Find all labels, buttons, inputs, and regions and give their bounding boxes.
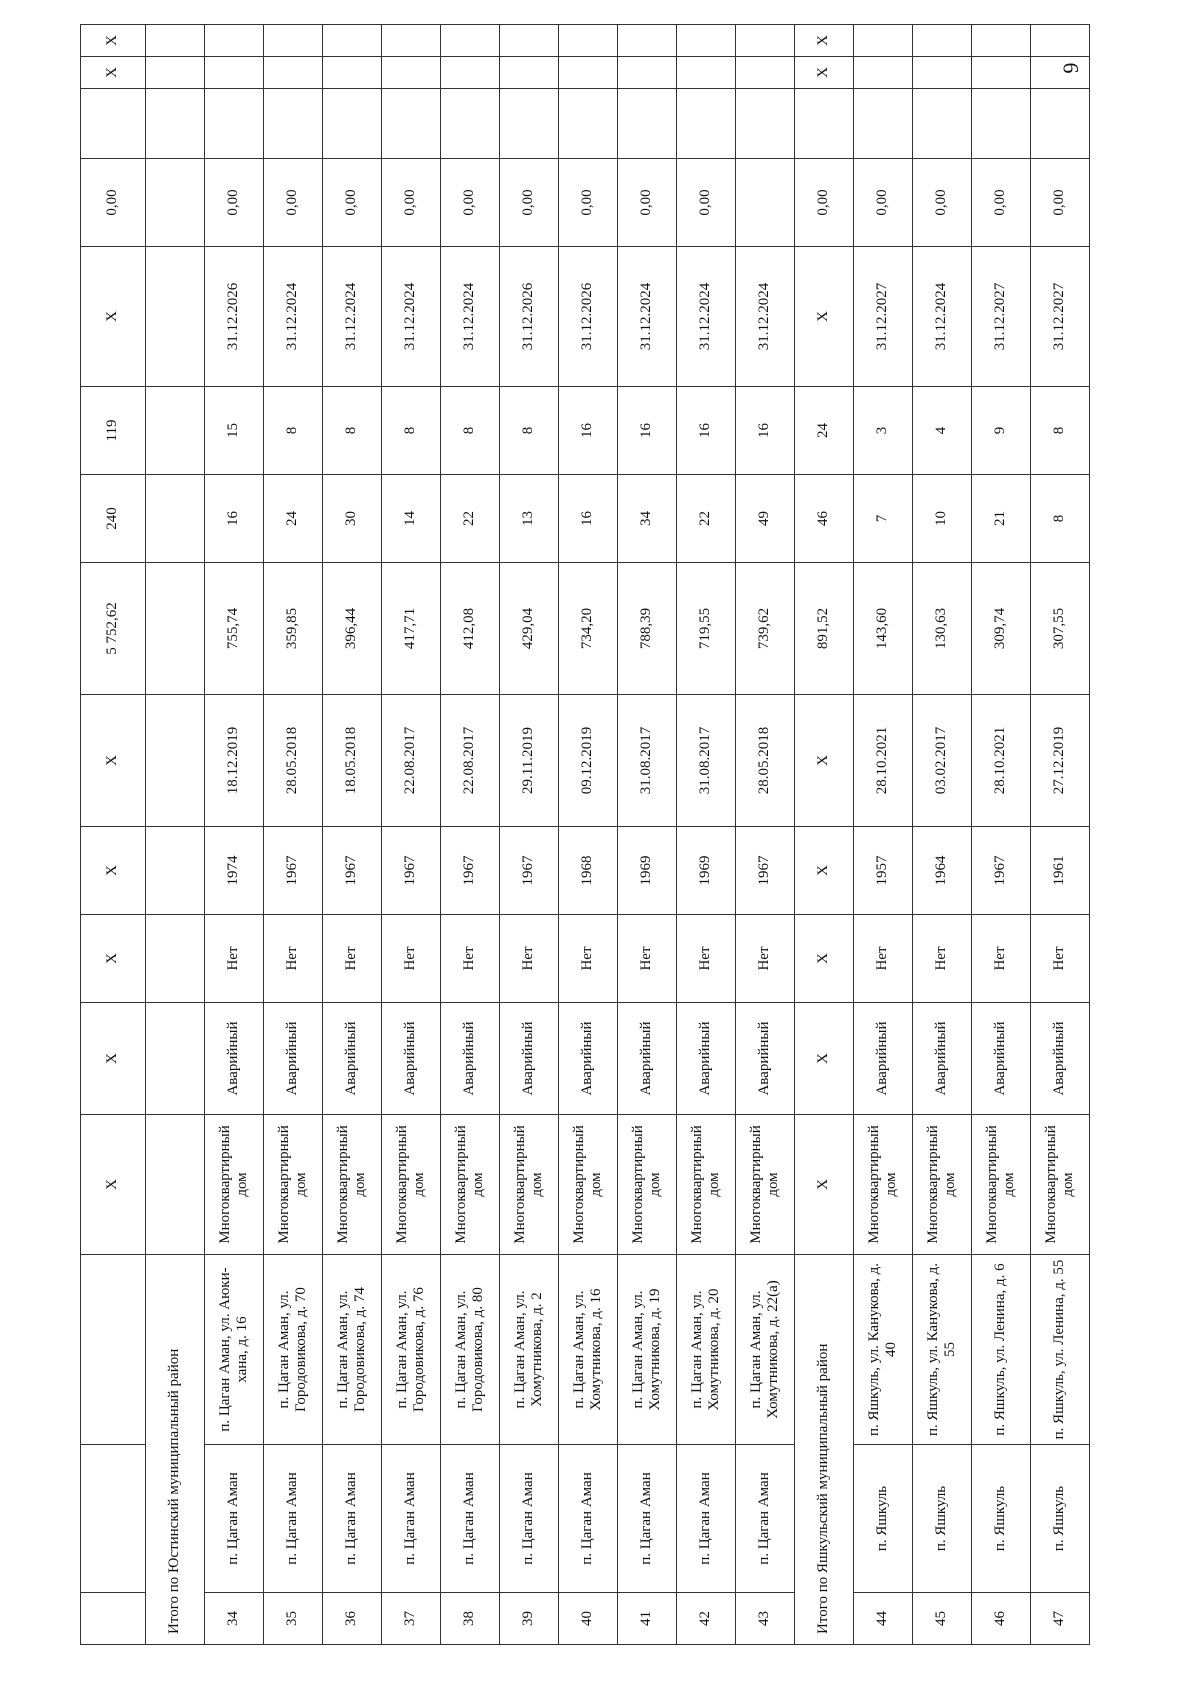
type-cell: Многоквартирный дом [676, 1115, 735, 1255]
count-cell: 8 [322, 387, 381, 475]
status-cell: Аварийный [499, 1003, 558, 1115]
type-cell: Многоквартирный дом [440, 1115, 499, 1255]
flag-cell: Нет [204, 915, 263, 1003]
row-number: 45 [912, 1593, 971, 1645]
settlement-cell: п. Цаган Аман [440, 1445, 499, 1593]
year-cell: 1967 [440, 827, 499, 915]
area-cell: 429,04 [499, 563, 558, 695]
count-cell: 24 [263, 475, 322, 563]
area-cell: 412,08 [440, 563, 499, 695]
emergency-housing-table [80, 24, 1090, 1645]
header-cell: X [81, 25, 146, 57]
count-cell: 21 [971, 475, 1030, 563]
summary-cell: X [794, 57, 853, 89]
settlement-cell: п. Цаган Аман [499, 1445, 558, 1593]
year-cell: 1967 [263, 827, 322, 915]
area-cell: 143,60 [853, 563, 912, 695]
row-number: 36 [322, 1593, 381, 1645]
year-cell: 1957 [853, 827, 912, 915]
address-cell: п. Яшкуль, ул. Ленина, д. 6 [971, 1255, 1030, 1445]
date-cell: 22.08.2017 [440, 695, 499, 827]
type-cell: Многоквартирный дом [381, 1115, 440, 1255]
status-cell: Аварийный [1030, 1003, 1089, 1115]
cost-cell: 0,00 [971, 159, 1030, 247]
date-cell: 03.02.2017 [912, 695, 971, 827]
count-cell: 16 [558, 475, 617, 563]
empty-cell [617, 25, 676, 57]
count-cell: 16 [735, 387, 794, 475]
header-cell: 240 [81, 475, 146, 563]
empty-cell [322, 57, 381, 89]
header-cell [81, 1593, 146, 1645]
date-cell: 28.10.2021 [853, 695, 912, 827]
empty-cell [912, 57, 971, 89]
settlement-cell: п. Цаган Аман [204, 1445, 263, 1593]
area-cell: 734,20 [558, 563, 617, 695]
header-cell [81, 89, 146, 159]
count-cell: 49 [735, 475, 794, 563]
empty-cell [971, 57, 1030, 89]
address-cell: п. Цаган Аман, ул. Аюки-хана, д. 16 [204, 1255, 263, 1445]
empty-cell [204, 89, 263, 159]
status-cell: Аварийный [381, 1003, 440, 1115]
deadline-cell: 31.12.2024 [440, 247, 499, 387]
area-cell: 755,74 [204, 563, 263, 695]
deadline-cell: 31.12.2024 [912, 247, 971, 387]
empty-cell [204, 25, 263, 57]
settlement-cell: п. Цаган Аман [263, 1445, 322, 1593]
empty-cell [1030, 25, 1089, 57]
deadline-cell: 31.12.2024 [676, 247, 735, 387]
year-cell: 1967 [381, 827, 440, 915]
status-cell: Аварийный [912, 1003, 971, 1115]
summary-cell: X [794, 695, 853, 827]
empty-cell [676, 57, 735, 89]
date-cell: 18.12.2019 [204, 695, 263, 827]
count-cell: 4 [912, 387, 971, 475]
settlement-cell: п. Цаган Аман [676, 1445, 735, 1593]
empty-cell [381, 57, 440, 89]
count-cell: 8 [263, 387, 322, 475]
row-number: 42 [676, 1593, 735, 1645]
type-cell: Многоквартирный дом [322, 1115, 381, 1255]
address-cell: п. Цаган Аман, ул. Городовикова, д. 76 [381, 1255, 440, 1445]
flag-cell: Нет [558, 915, 617, 1003]
settlement-cell: п. Яшкуль [853, 1445, 912, 1593]
row-number: 43 [735, 1593, 794, 1645]
summary-cell [794, 89, 853, 159]
address-cell: п. Цаган Аман, ул. Хомутникова, д. 2 [499, 1255, 558, 1445]
header-cell: X [81, 1003, 146, 1115]
header-cell: 119 [81, 387, 146, 475]
summary-cell [145, 1115, 204, 1255]
empty-cell [322, 89, 381, 159]
area-cell: 307,55 [1030, 563, 1089, 695]
cost-cell: 0,00 [912, 159, 971, 247]
type-cell: Многоквартирный дом [204, 1115, 263, 1255]
cost-cell: 0,00 [617, 159, 676, 247]
empty-cell [204, 57, 263, 89]
type-cell: Многоквартирный дом [853, 1115, 912, 1255]
status-cell: Аварийный [971, 1003, 1030, 1115]
row-number: 46 [971, 1593, 1030, 1645]
summary-cell [145, 563, 204, 695]
area-cell: 739,62 [735, 563, 794, 695]
deadline-cell: 31.12.2027 [1030, 247, 1089, 387]
year-cell: 1969 [617, 827, 676, 915]
empty-cell [558, 25, 617, 57]
status-cell: Аварийный [204, 1003, 263, 1115]
summary-cell: X [794, 827, 853, 915]
row-number: 38 [440, 1593, 499, 1645]
settlement-cell: п. Яшкуль [1030, 1445, 1089, 1593]
cost-cell: 0,00 [440, 159, 499, 247]
flag-cell: Нет [322, 915, 381, 1003]
summary-cell: X [794, 1115, 853, 1255]
deadline-cell: 31.12.2027 [853, 247, 912, 387]
row-number: 44 [853, 1593, 912, 1645]
address-cell: п. Яшкуль, ул. Ленина, д. 55 [1030, 1255, 1089, 1445]
empty-cell [1030, 89, 1089, 159]
date-cell: 31.08.2017 [676, 695, 735, 827]
flag-cell: Нет [1030, 915, 1089, 1003]
empty-cell [617, 57, 676, 89]
cost-cell: 0,00 [204, 159, 263, 247]
type-cell: Многоквартирный дом [263, 1115, 322, 1255]
count-cell: 30 [322, 475, 381, 563]
flag-cell: Нет [676, 915, 735, 1003]
flag-cell: Нет [853, 915, 912, 1003]
count-cell: 16 [617, 387, 676, 475]
summary-cell: 24 [794, 387, 853, 475]
summary-cell: X [794, 247, 853, 387]
table-row [440, 25, 499, 1645]
count-cell: 8 [499, 387, 558, 475]
count-cell: 10 [912, 475, 971, 563]
empty-cell [263, 25, 322, 57]
row-number: 41 [617, 1593, 676, 1645]
flag-cell: Нет [499, 915, 558, 1003]
area-cell: 359,85 [263, 563, 322, 695]
year-cell: 1974 [204, 827, 263, 915]
settlement-cell: п. Цаган Аман [322, 1445, 381, 1593]
rotated-table-container [80, 35, 1090, 1645]
row-number: 40 [558, 1593, 617, 1645]
table-row [381, 25, 440, 1645]
summary-cell [145, 915, 204, 1003]
table-row [853, 25, 912, 1645]
summary-cell: 0,00 [794, 159, 853, 247]
table-row [676, 25, 735, 1645]
empty-cell [853, 25, 912, 57]
date-cell: 28.05.2018 [735, 695, 794, 827]
count-cell: 8 [440, 387, 499, 475]
summary-cell [145, 1003, 204, 1115]
empty-cell [735, 25, 794, 57]
count-cell: 15 [204, 387, 263, 475]
flag-cell: Нет [735, 915, 794, 1003]
settlement-cell: п. Цаган Аман [735, 1445, 794, 1593]
header-cell: X [81, 827, 146, 915]
empty-cell [381, 25, 440, 57]
count-cell: 9 [971, 387, 1030, 475]
count-cell: 7 [853, 475, 912, 563]
deadline-cell: 31.12.2026 [204, 247, 263, 387]
summary-cell [145, 387, 204, 475]
flag-cell: Нет [440, 915, 499, 1003]
address-cell: п. Цаган Аман, ул. Городовикова, д. 74 [322, 1255, 381, 1445]
area-cell: 788,39 [617, 563, 676, 695]
empty-cell [912, 25, 971, 57]
year-cell: 1968 [558, 827, 617, 915]
empty-cell [499, 25, 558, 57]
row-number: 35 [263, 1593, 322, 1645]
empty-cell [735, 57, 794, 89]
header-cell [81, 1255, 146, 1445]
status-cell: Аварийный [617, 1003, 676, 1115]
table-row [558, 25, 617, 1645]
address-cell: п. Цаган Аман, ул. Хомутникова, д. 16 [558, 1255, 617, 1445]
header-cell [81, 1445, 146, 1593]
empty-cell [676, 25, 735, 57]
status-cell: Аварийный [440, 1003, 499, 1115]
empty-cell [440, 57, 499, 89]
count-cell: 16 [204, 475, 263, 563]
date-cell: 09.12.2019 [558, 695, 617, 827]
deadline-cell: 31.12.2026 [558, 247, 617, 387]
count-cell: 3 [853, 387, 912, 475]
flag-cell: Нет [912, 915, 971, 1003]
empty-cell [1030, 57, 1089, 89]
table-row [617, 25, 676, 1645]
summary-cell [145, 247, 204, 387]
count-cell: 22 [676, 475, 735, 563]
deadline-cell: 31.12.2024 [617, 247, 676, 387]
header-row [81, 25, 146, 1645]
area-cell: 719,55 [676, 563, 735, 695]
empty-cell [440, 89, 499, 159]
area-cell: 417,71 [381, 563, 440, 695]
summary-cell [145, 89, 204, 159]
flag-cell: Нет [263, 915, 322, 1003]
header-cell: X [81, 57, 146, 89]
settlement-cell: п. Цаган Аман [617, 1445, 676, 1593]
deadline-cell: 31.12.2024 [381, 247, 440, 387]
cost-cell: 0,00 [381, 159, 440, 247]
date-cell: 31.08.2017 [617, 695, 676, 827]
type-cell: Многоквартирный дом [912, 1115, 971, 1255]
row-number: 34 [204, 1593, 263, 1645]
status-cell: Аварийный [853, 1003, 912, 1115]
address-cell: п. Цаган Аман, ул. Хомутникова, д. 20 [676, 1255, 735, 1445]
date-cell: 28.05.2018 [263, 695, 322, 827]
date-cell: 27.12.2019 [1030, 695, 1089, 827]
cost-cell: 0,00 [853, 159, 912, 247]
deadline-cell: 31.12.2027 [971, 247, 1030, 387]
group-title: Итого по Яшкульский муниципальный район [794, 1255, 853, 1645]
type-cell: Многоквартирный дом [971, 1115, 1030, 1255]
empty-cell [499, 57, 558, 89]
cost-cell: 0,00 [499, 159, 558, 247]
cost-cell: 0,00 [1030, 159, 1089, 247]
empty-cell [971, 89, 1030, 159]
group-summary-row [145, 25, 204, 1645]
year-cell: 1967 [971, 827, 1030, 915]
area-cell: 396,44 [322, 563, 381, 695]
page-number: 6 [1058, 62, 1084, 74]
summary-cell: X [794, 25, 853, 57]
year-cell: 1961 [1030, 827, 1089, 915]
status-cell: Аварийный [263, 1003, 322, 1115]
area-cell: 309,74 [971, 563, 1030, 695]
count-cell: 8 [1030, 387, 1089, 475]
status-cell: Аварийный [676, 1003, 735, 1115]
count-cell: 16 [558, 387, 617, 475]
table-row [912, 25, 971, 1645]
empty-cell [381, 89, 440, 159]
count-cell: 14 [381, 475, 440, 563]
date-cell: 18.05.2018 [322, 695, 381, 827]
group-title: Итого по Юстинский муниципальный район [145, 1255, 204, 1645]
table-row [1030, 25, 1089, 1645]
deadline-cell: 31.12.2026 [499, 247, 558, 387]
type-cell: Многоквартирный дом [558, 1115, 617, 1255]
header-cell: X [81, 1115, 146, 1255]
status-cell: Аварийный [322, 1003, 381, 1115]
header-cell: X [81, 695, 146, 827]
date-cell: 22.08.2017 [381, 695, 440, 827]
flag-cell: Нет [971, 915, 1030, 1003]
count-cell: 8 [381, 387, 440, 475]
settlement-cell: п. Цаган Аман [558, 1445, 617, 1593]
empty-cell [735, 89, 794, 159]
summary-cell: 46 [794, 475, 853, 563]
deadline-cell: 31.12.2024 [735, 247, 794, 387]
summary-cell: X [794, 915, 853, 1003]
table-row [735, 25, 794, 1645]
empty-cell [971, 25, 1030, 57]
empty-cell [263, 57, 322, 89]
row-number: 39 [499, 1593, 558, 1645]
area-cell: 130,63 [912, 563, 971, 695]
group-summary-row [794, 25, 853, 1645]
year-cell: 1964 [912, 827, 971, 915]
type-cell: Многоквартирный дом [499, 1115, 558, 1255]
empty-cell [617, 89, 676, 159]
row-number: 37 [381, 1593, 440, 1645]
summary-cell: X [794, 1003, 853, 1115]
summary-cell [145, 57, 204, 89]
count-cell: 16 [676, 387, 735, 475]
header-cell: X [81, 247, 146, 387]
status-cell: Аварийный [735, 1003, 794, 1115]
type-cell: Многоквартирный дом [617, 1115, 676, 1255]
empty-cell [853, 89, 912, 159]
summary-cell: 891,52 [794, 563, 853, 695]
table-row [263, 25, 322, 1645]
settlement-cell: п. Яшкуль [912, 1445, 971, 1593]
cost-cell: 0,00 [558, 159, 617, 247]
empty-cell [853, 57, 912, 89]
empty-cell [912, 89, 971, 159]
flag-cell: Нет [617, 915, 676, 1003]
summary-cell [145, 475, 204, 563]
summary-cell [145, 695, 204, 827]
deadline-cell: 31.12.2024 [263, 247, 322, 387]
address-cell: п. Яшкуль, ул. Канукова, д. 55 [912, 1255, 971, 1445]
header-cell: X [81, 915, 146, 1003]
table-row [322, 25, 381, 1645]
cost-cell [735, 159, 794, 247]
date-cell: 28.10.2021 [971, 695, 1030, 827]
address-cell: п. Цаган Аман, ул. Хомутникова, д. 19 [617, 1255, 676, 1445]
address-cell: п. Цаган Аман, ул. Хомутникова, д. 22(а) [735, 1255, 794, 1445]
row-number: 47 [1030, 1593, 1089, 1645]
address-cell: п. Яшкуль, ул. Канукова, д. 40 [853, 1255, 912, 1445]
empty-cell [676, 89, 735, 159]
address-cell: п. Цаган Аман, ул. Городовикова, д. 70 [263, 1255, 322, 1445]
summary-cell [145, 827, 204, 915]
empty-cell [558, 57, 617, 89]
table-row [204, 25, 263, 1645]
cost-cell: 0,00 [676, 159, 735, 247]
table-body [81, 25, 1090, 1645]
date-cell: 29.11.2019 [499, 695, 558, 827]
empty-cell [322, 25, 381, 57]
type-cell: Многоквартирный дом [1030, 1115, 1089, 1255]
flag-cell: Нет [381, 915, 440, 1003]
count-cell: 34 [617, 475, 676, 563]
year-cell: 1967 [322, 827, 381, 915]
count-cell: 13 [499, 475, 558, 563]
cost-cell: 0,00 [263, 159, 322, 247]
settlement-cell: п. Цаган Аман [381, 1445, 440, 1593]
year-cell: 1967 [499, 827, 558, 915]
empty-cell [440, 25, 499, 57]
count-cell: 22 [440, 475, 499, 563]
address-cell: п. Цаган Аман, ул. Городовикова, д. 80 [440, 1255, 499, 1445]
status-cell: Аварийный [558, 1003, 617, 1115]
cost-cell: 0,00 [322, 159, 381, 247]
empty-cell [263, 89, 322, 159]
type-cell: Многоквартирный дом [735, 1115, 794, 1255]
summary-cell [145, 25, 204, 57]
settlement-cell: п. Яшкуль [971, 1445, 1030, 1593]
count-cell: 8 [1030, 475, 1089, 563]
table-row [971, 25, 1030, 1645]
empty-cell [558, 89, 617, 159]
header-cell: 5 752,62 [81, 563, 146, 695]
header-cell: 0,00 [81, 159, 146, 247]
summary-cell [145, 159, 204, 247]
year-cell: 1969 [676, 827, 735, 915]
year-cell: 1967 [735, 827, 794, 915]
empty-cell [499, 89, 558, 159]
table-row [499, 25, 558, 1645]
deadline-cell: 31.12.2024 [322, 247, 381, 387]
